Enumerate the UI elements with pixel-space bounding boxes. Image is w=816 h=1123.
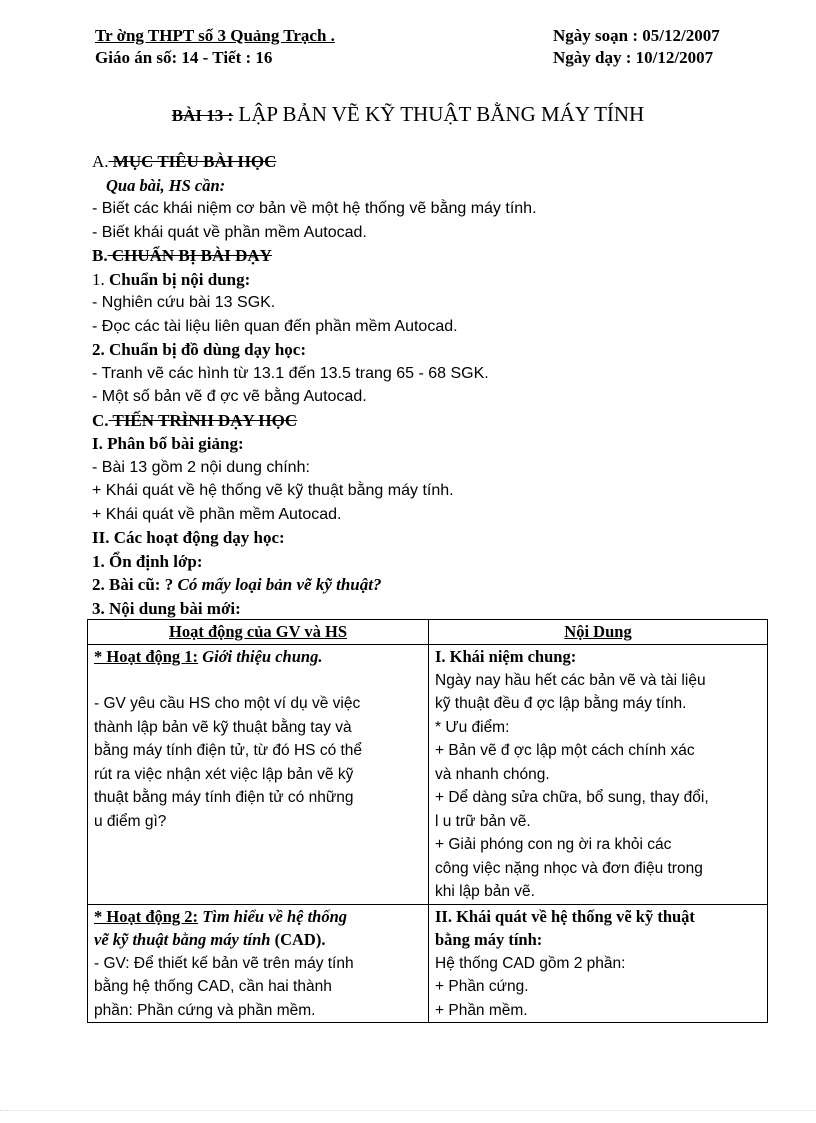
row1-activity-title [94,645,422,669]
section-a-item-1: - Biết các khái niệm cơ bản về một hệ thống vẽ bằng máy tính. [92,200,537,217]
row1-activity-line-4: rút ra việc nhận xét việc lập bản vẽ kỹ [94,765,354,783]
row2-content-cell [429,904,768,1023]
page-bottom-divider [0,1110,816,1112]
row1-content-line-9: công việc nặng nhọc và đơn điệu trong [435,859,703,877]
section-b-title: CHUẨN BỊ BÀI DẠY [107,246,272,265]
row2-activity-line-1: - GV: Để thiết kế bản vẽ trên máy tính [94,954,354,972]
section-c-letter: C. [92,410,109,430]
step-2-question: Có mấy loại bản vẽ kỹ thuật? [177,575,382,594]
row2-activity-name-suffix: (CAD). [270,930,326,949]
section-b-sub1-num: 1. [92,269,105,289]
row1-content-title: I. Khái niệm chung: [435,647,577,666]
row1-activity-line-5: thuật bằng máy tính điện tử có những [94,789,354,806]
row1-activity-line-3: bằng máy tính điện tử, từ đó HS có thể [94,742,363,759]
step-2-label: 2. Bài cũ: ? [92,575,178,594]
school-name: Tr ờng THPT số 3 Quảng Trạch . [95,26,335,45]
row1-content-line-6: + Dể dàng sửa chữa, bổ sung, thay đổi, [435,789,709,806]
row2-activity-cell [88,904,429,1023]
header-right [553,25,720,69]
row1-content-line-10: khi lập bản vẽ. [435,883,535,900]
section-c-part1-num: I. [92,434,103,453]
row2-activity-name-2: vẽ kỹ thuật bằng máy tính [94,930,271,949]
section-c-title: TIẾN TRÌNH DẠY HỌC [108,410,298,430]
row1-content-line-2: kỹ thuật đều đ ợc lập bằng máy tính. [435,695,687,712]
row2-content-title-2: bằng máy tính: [435,930,543,949]
lesson-number: BÀI 13 : [171,106,234,125]
section-a-title: MỤC TIÊU BÀI HỌC [108,152,277,171]
row2-activity-title-2 [94,928,422,952]
table-row [88,645,768,905]
row1-content-line-1: Ngày nay hầu hết các bản vẽ và tài liệu [435,671,706,689]
table-row [88,904,768,1023]
section-a-letter: A. [92,152,109,171]
row1-activity-line-1: - GV yêu cầu HS cho một ví dụ về việc [94,695,361,712]
row1-content-line-8: + Giải phóng con ng ời ra khỏi các [435,836,672,853]
section-c-part1-item-3: + Khái quát về phần mềm Autocad. [92,505,342,523]
section-b-sub2-item-2: - Một số bản vẽ đ ợc vẽ bằng Autocad. [92,388,367,405]
row1-content-line-3: * Ưu điểm: [435,718,510,736]
row1-content-cell [429,645,768,905]
lesson-table [87,619,768,1023]
header-left [95,25,335,69]
row2-content-line-1: Hệ thống CAD gồm 2 phần: [435,954,626,972]
section-b-heading [92,244,772,268]
row2-content-line-2: + Phần cứng. [435,978,529,995]
column-header-content: Nội Dung [429,620,768,645]
section-b-sub1 [92,268,772,292]
row2-activity-line-2: bằng hệ thống CAD, cần hai thành [94,978,332,995]
section-a-item-2: - Biết khái quát về phần mềm Autocad. [92,223,367,241]
lesson-title [0,100,816,130]
table-header-row [88,620,768,645]
section-c-part1-item-2: + Khái quát về hệ thống vẽ kỹ thuật bằng máy tính. [92,482,454,499]
section-c-part1-item-1: - Bài 13 gồm 2 nội dung chính: [92,458,310,476]
section-a-heading [92,150,772,174]
section-b-sub2-title: 2. Chuẩn bị đồ dùng dạy học: [92,340,307,359]
section-b-sub1-title: Chuẩn bị nội dung: [104,269,251,289]
teach-date: Ngày dạy : 10/12/2007 [553,48,714,67]
prep-date: Ngày soạn : 05/12/2007 [553,26,720,45]
row2-activity-name-1: Tìm hiểu về hệ thống [198,906,348,926]
section-a-intro: Qua bài, HS cần: [106,175,226,195]
row1-activity-name: Giới thiệu chung. [198,647,323,666]
step-1: 1. Ổn định lớp: [92,551,203,571]
section-b-sub2-item-1: - Tranh vẽ các hình từ 13.1 đến 13.5 trang 65 - 68 SGK. [92,364,489,382]
row1-activity-cell [88,645,429,905]
row1-content-line-5: và nhanh chóng. [435,765,550,783]
step-3: 3. Nội dung bài mới: [92,598,241,618]
row1-activity-label: * Hoạt động 1: [94,647,199,666]
section-b-letter: B. [92,246,108,265]
row2-content-title-1: II. Khái quát về hệ thống vẽ kỹ thuật [435,906,695,926]
row1-content-line-4: + Bản vẽ đ ợc lập một cách chính xác [435,742,695,759]
section-c-part1-title: Phân bố bài giảng: [102,434,244,453]
section-b-sub1-item-1: - Nghiên cứu bài 13 SGK. [92,294,276,311]
row1-activity-line-2: thành lập bản vẽ kỹ thuật bằng tay và [94,718,352,736]
lesson-plan-number: Giáo án số: 14 - Tiết : 16 [95,48,273,67]
section-c-part1 [92,432,772,456]
row2-activity-title-1 [94,905,422,929]
row2-activity-line-3: phần: Phần cứng và phần mềm. [94,1001,316,1019]
step-2 [92,573,772,597]
column-header-activities: Hoạt động của GV và HS [88,620,429,645]
section-b-sub1-item-2: - Đọc các tài liệu liên quan đến phần mềm Autocad. [92,317,458,335]
row2-activity-label: * Hoạt động 2: [94,906,199,926]
row1-activity-line-6: u điểm gì? [94,812,167,830]
row2-content-line-3: + Phần mềm. [435,1001,528,1019]
section-c-part2-title: II. Các hoạt động dạy học: [92,528,285,547]
section-c-heading [92,409,772,433]
lesson-title-text: LẬP BẢN VẼ KỸ THUẬT BẰNG MÁY TÍNH [233,102,645,126]
row1-content-line-7: l u trữ bản vẽ. [435,812,531,830]
lesson-body [92,150,772,620]
